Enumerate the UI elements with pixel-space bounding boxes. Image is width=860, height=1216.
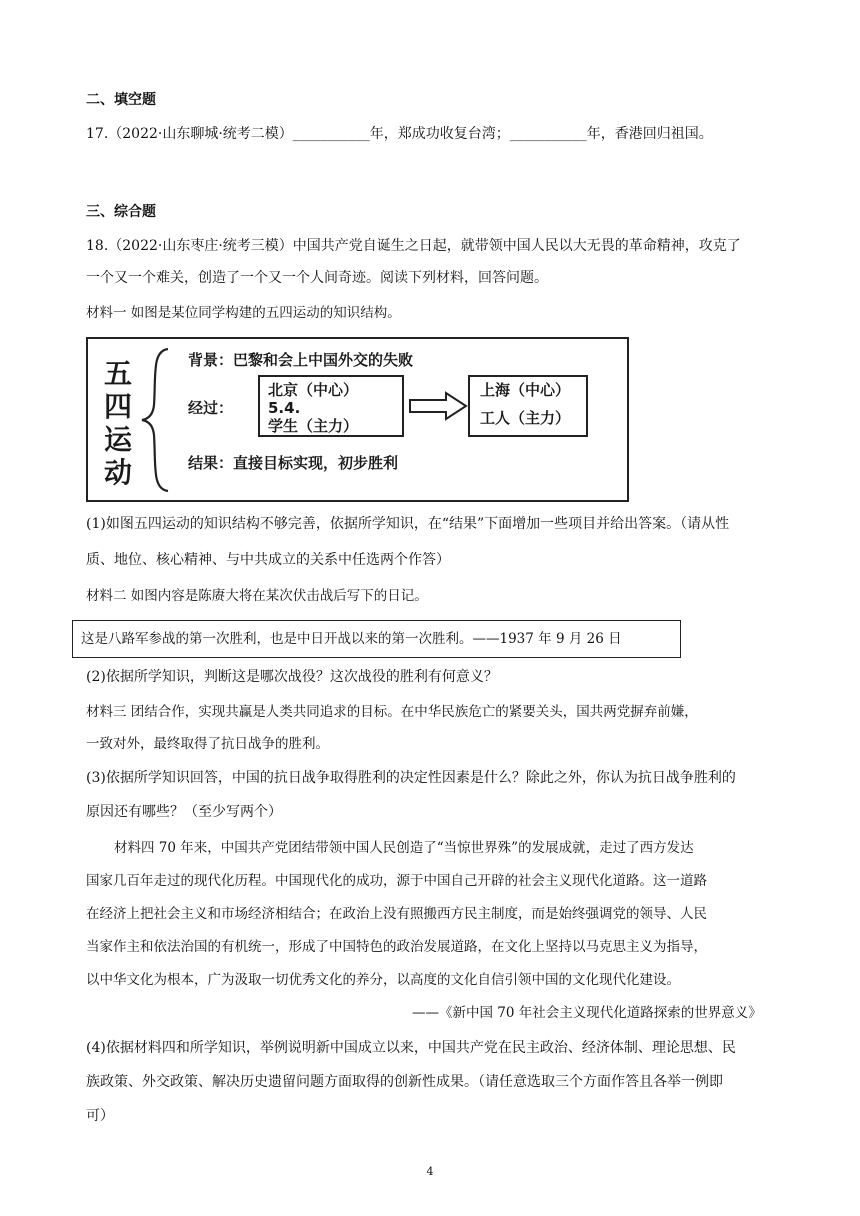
section-heading-fill-blank: 二、填空题 (86, 92, 156, 108)
diagram-title (98, 357, 138, 489)
shanghai-box-line: 工人（主力） (480, 409, 571, 427)
beijing-box-line: 北京（中心） (268, 381, 359, 399)
material-4-line: 在经济上把社会主义和市场经济相结合；在政治上没有照搬西方民主制度，而是始终强调党的领导、人民 (86, 906, 707, 922)
material-2-intro: 材料二 如图内容是陈赓大将在某次伏击战后写下的日记。 (86, 588, 428, 604)
sub-question-2: (2)依据所学知识，判断这是哪次战役？这次战役的胜利有何意义？ (86, 669, 498, 685)
question-18-line-2: 一个又一个难关，创造了一个又一个人间奇迹。阅读下列材料，回答问题。 (86, 270, 548, 286)
beijing-box-line: 学生（主力） (268, 417, 359, 435)
sub-question-3-line-1: (3)依据所学知识回答，中国的抗日战争取得胜利的决定性因素是什么？除此之外，你认为抗日战争胜利的 (86, 770, 736, 786)
material-3-line-1: 材料三 团结合作，实现共赢是人类共同追求的目标。在中华民族危亡的紧要关头，国共两党摒弃前嫌， (86, 704, 698, 720)
diagram-beijing-box (258, 375, 404, 437)
material-4-line: 国家几百年走过的现代化历程。中国现代化的成功，源于中国自己开辟的社会主义现代化道路。这一道路 (86, 873, 707, 889)
diagram-result: 结果：直接目标实现，初步胜利 (188, 454, 399, 472)
material-4-source: ——《新中国 70 年社会主义现代化道路探索的世界意义》 (412, 1005, 762, 1021)
may-fourth-knowledge-diagram (86, 337, 629, 502)
diagram-title-char: 动 (103, 456, 132, 489)
diagram-process-label: 经过： (188, 399, 234, 417)
diagram-background: 背景：巴黎和会上中国外交的失败 (188, 351, 414, 369)
diary-excerpt-text: 这是八路军参战的第一次胜利，也是中日开战以来的第一次胜利。——1937 年 9 月 26 日 (81, 631, 622, 647)
material-4-line: 以中华文化为根本，广为汲取一切优秀文化的养分，以高度的文化自信引领中国的文化现代化建设。 (86, 972, 680, 988)
sub-question-4-line-3: 可） (86, 1108, 114, 1124)
material-1-intro: 材料一 如图是某位同学构建的五四运动的知识结构。 (86, 305, 401, 321)
sub-question-1-line-1: (1)如图五四运动的知识结构不够完善，依据所学知识，在“结果”下面增加一些项目并给出答案。（请从性 (86, 516, 730, 532)
arrow-right-icon (408, 391, 468, 421)
sub-question-3-line-2: 原因还有哪些？（至少写两个） (86, 804, 282, 820)
sub-question-1-line-2: 质、地位、核心精神、与中共成立的关系中任选两个作答） (86, 552, 450, 568)
diagram-title-char: 运 (103, 423, 132, 456)
material-4-line: 材料四 70 年来，中国共产党团结带领中国人民创造了“当惊世界殊”的发展成就，走过了西方发达 (114, 840, 694, 856)
material-4-line: 当家作主和依法治国的有机统一，形成了中国特色的政治发展道路，在文化上坚持以马克思主义为指导， (86, 939, 707, 955)
question-17: 17.（2022·山东聊城·统考二模）___________年，郑成功收复台湾；___________年，香港回归祖国。 (86, 126, 713, 142)
diagram-title-char: 五 (103, 357, 132, 390)
material-3-line-2: 一致对外，最终取得了抗日战争的胜利。 (86, 736, 329, 752)
diagram-shanghai-box (468, 375, 588, 437)
curly-brace-icon (138, 345, 178, 495)
diagram-title-char: 四 (103, 390, 132, 423)
sub-question-4-line-1: (4)依据材料四和所学知识，举例说明新中国成立以来，中国共产党在民主政治、经济体制、理论思想、民 (86, 1040, 736, 1056)
page-number: 4 (426, 1165, 434, 1178)
beijing-box-line: 5.4. (268, 399, 301, 417)
diary-excerpt-box (72, 620, 681, 658)
sub-question-4-line-2: 族政策、外交政策、解决历史遗留问题方面取得的创新性成果。（请任意选取三个方面作答且各举一例即 (86, 1074, 723, 1090)
section-heading-comprehensive: 三、综合题 (86, 204, 156, 220)
shanghai-box-line: 上海（中心） (480, 381, 571, 399)
question-18-line-1: 18.（2022·山东枣庄·统考三模）中国共产党自诞生之日起，就带领中国人民以大无畏的革命精神，攻克了 (86, 238, 741, 254)
